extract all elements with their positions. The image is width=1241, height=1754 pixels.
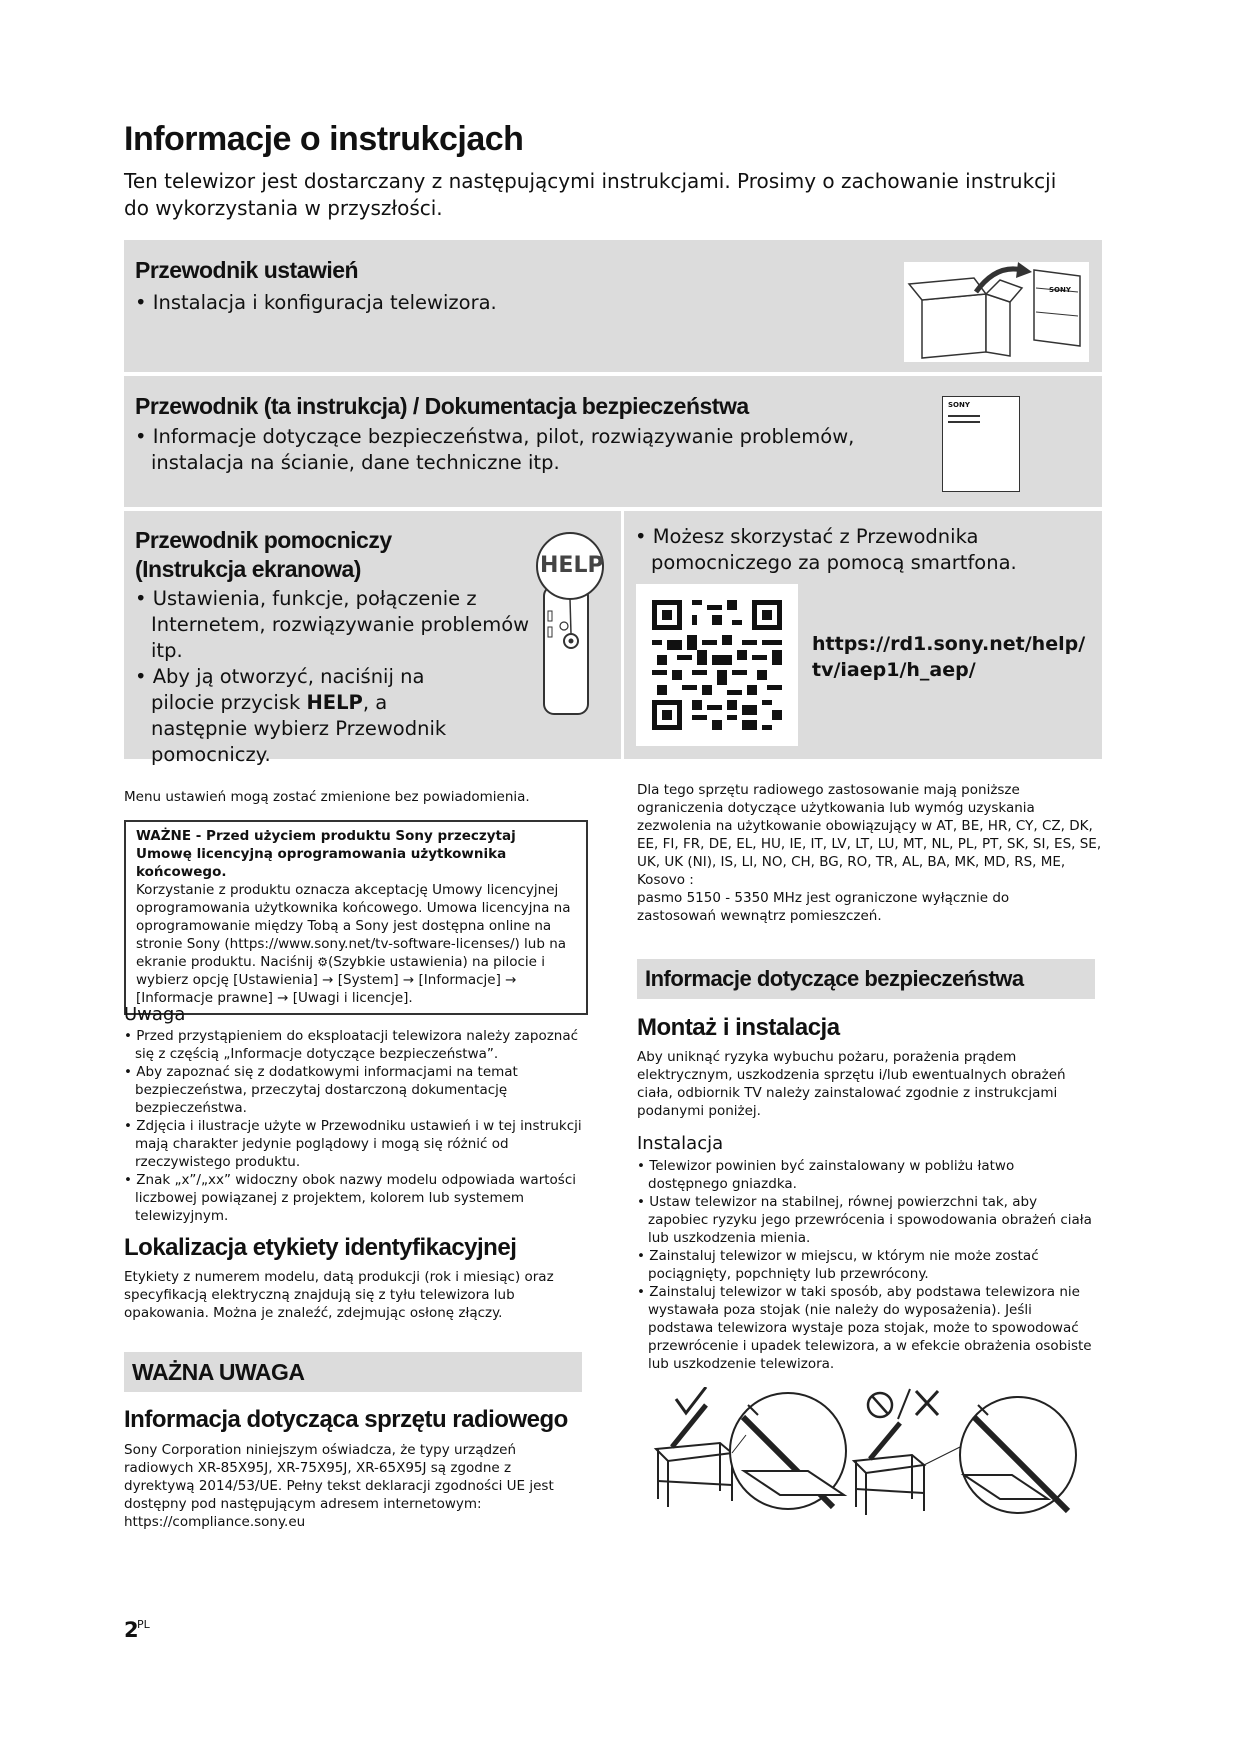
important-note-title: WAŻNA UWAGA: [132, 1359, 305, 1385]
guide-documentation-bullet: • Informacje dotyczące bezpieczeństwa, pilot, rozwiązywanie problemów, instalacja na ścianie, dane techniczne itp.: [135, 424, 855, 476]
eula-notice-text: [136, 881, 576, 1007]
list-item: • Ustaw telewizor na stabilnej, równej powierzchni tak, aby zapobiec ryzyku jego przewrócenia i spowodowania obrażeń ciała lub uszkodzenia mienia.: [637, 1193, 1097, 1247]
installation-heading: Instalacja: [637, 1133, 724, 1154]
help-guide-bullet-2: [135, 664, 485, 768]
eula-notice-box: [124, 820, 588, 1015]
manual-illustration-brand: SONY: [948, 401, 970, 409]
manual-illustration: [942, 396, 1020, 492]
band-note: pasmo 5150 - 5350 MHz jest ograniczone wyłącznie do zastosowań wewnątrz pomieszczeń.: [637, 890, 1010, 924]
box-unpacking-illustration: [904, 262, 1089, 362]
label-location-heading: Lokalizacja etykiety identyfikacyjnej: [124, 1234, 517, 1261]
safety-info-title: Informacje dotyczące bezpieczeństwa: [645, 966, 1024, 991]
radio-equipment-text: Sony Corporation niniejszym oświadcza, że typy urządzeń radiowych XR-85X95J, XR-75X95J, XR-65X95J są zgodne z dyrektywą 2014/53/UE. Pełny tekst deklaracji zgodności UE jest dostępny pod następującym adresem internetowym: https://compliance.sony.eu: [124, 1442, 554, 1530]
mounting-text: Aby uniknąć ryzyka wybuchu pożaru, porażenia prądem elektrycznym, uszkodzenia sprzętu i/lub ewentualnych obrażeń ciała, odbiornik TV należy zainstalować zgodnie z instrukcjami podanymi poniżej.: [637, 1049, 1066, 1119]
uwaga-heading: Uwaga: [124, 1004, 186, 1025]
guide-documentation-heading: Przewodnik (ta instrukcja) / Dokumentacja bezpieczeństwa: [135, 393, 749, 419]
setup-guide-box: [124, 240, 1102, 372]
list-item: • Przed przystąpieniem do eksploatacji telewizora należy zapoznać się z częścią „Informacje dotyczące bezpieczeństwa”.: [124, 1027, 594, 1063]
intro-text: Ten telewizor jest dostarczany z następującymi instrukcjami. Prosimy o zachowanie instrukcji do wykorzystania w przyszłości.: [124, 169, 1057, 220]
mounting-heading: Montaż i instalacja: [637, 1014, 840, 1041]
help-url[interactable]: https://rd1.sony.net/help/tv/iaep1/h_aep/: [812, 633, 1086, 681]
help-guide-box: [124, 511, 621, 766]
page-number: 2: [124, 1618, 139, 1642]
smartphone-bullet: • Możesz skorzystać z Przewodnika pomocniczego za pomocą smartfona.: [635, 524, 1055, 576]
page-title: Informacje o instrukcjach: [124, 120, 524, 158]
installation-list: [637, 1157, 1097, 1373]
eula-notice-text-1: Korzystanie z produktu oznacza akceptację Umowy licencyjnej oprogramowania użytkownika końcowego. Umowa licencyjna na oprogramowanie między Tobą a Sony jest dostępna online na stronie Sony (https://www.sony.net/tv-software-licenses/) lub na ekranie produktu. Naciśnij: [136, 882, 571, 970]
label-location-text: Etykiety z numerem modelu, datą produkcji (rok i miesiąc) oraz specyfikacją elektryczną znajdują się z tyłu telewizora lub opakowania. Można je znaleźć, zdejmując osłonę złączy.: [124, 1269, 554, 1321]
help-guide-bullet-2-bold: HELP: [306, 691, 363, 714]
list-item: • Zainstaluj telewizor w taki sposób, aby podstawa telewizora nie wystawała poza stojak (nie należy do wyposażenia). Jeśli podstawa telewizora wystaje poza stojak, może to spowodować przewrócenie i upadek telewizora, a w efekcie obrażenia osobiste lub uszkodzenie telewizora.: [637, 1283, 1097, 1373]
setup-guide-heading: Przewodnik ustawień: [135, 257, 359, 283]
smartphone-help-box: [624, 511, 1102, 759]
radio-restrictions-text: Dla tego sprzętu radiowego zastosowanie mają poniższe ograniczenia dotyczące użytkowania lub wymóg uzyskania zezwolenia na użytkowanie obowiązujący w AT, BE, HR, CY, CZ, DK, EE, FI, FR, DE, EL, HU, IE, IT, LV, LT, LU, MT, NL, PL, PT, SK, SI, ES, SE, UK, UK (NI), IS, LI, NO, CH, BG, RO, TR, AL, BA, MK, MD, RS, ME, Kosovo :: [637, 782, 1102, 888]
eula-notice-heading: WAŻNE - Przed użyciem produktu Sony przeczytaj Umowę licencyjną oprogramowania użytkownika końcowego.: [136, 828, 516, 880]
page-language: PL: [137, 1618, 150, 1631]
help-guide-heading: Przewodnik pomocniczy (Instrukcja ekranowa): [135, 527, 392, 582]
list-item: • Znak „x”/„xx” widoczny obok nazwy modelu odpowiada wartości liczbowej powiązanej z projektem, kolorem lub systemem telewizyjnym.: [124, 1171, 594, 1225]
setup-illustration-brand: SONY: [1049, 286, 1071, 294]
help-guide-bullet-2-post: , a następnie wybierz Przewodnik pomocniczy.: [151, 691, 447, 766]
list-item: • Zainstaluj telewizor w miejscu, w którym nie może zostać pociągnięty, popchnięty lub przewrócony.: [637, 1247, 1097, 1283]
list-item: • Zdjęcia i ilustracje użyte w Przewodniku ustawień i w tej instrukcji mają charakter jedynie poglądowy i mogą się różnić od rzeczywistego produktu.: [124, 1117, 594, 1171]
list-item: • Telewizor powinien być zainstalowany w pobliżu łatwo dostępnego gniazdka.: [637, 1157, 1097, 1193]
manual-line: [948, 415, 980, 417]
qr-code-panel: [636, 584, 798, 746]
eula-notice-text-2: (Szybkie ustawienia) na pilocie i wybierz opcję [Ustawienia] → [System] → [Informacje] → [Informacje prawne] → [Uwagi i licencje].: [136, 954, 546, 1006]
help-guide-bullet-2-pre: Aby ją otworzyć, naciśnij na pilocie przycisk: [151, 665, 425, 714]
installation-illustration: [648, 1387, 1088, 1529]
guide-documentation-box: [124, 376, 1102, 507]
help-guide-bullet-1: • Ustawienia, funkcje, połączenie z Internetem, rozwiązywanie problemów itp.: [135, 586, 555, 664]
radio-equipment-heading: Informacja dotycząca sprzętu radiowego: [124, 1406, 568, 1433]
gear-icon: ⚙: [317, 955, 329, 969]
safety-info-bar: [637, 959, 1095, 999]
setup-guide-bullet: • Instalacja i konfiguracja telewizora.: [135, 290, 735, 316]
important-note-bar: [124, 1352, 582, 1392]
manual-line: [948, 421, 980, 423]
list-item: • Aby zapoznać się z dodatkowymi informacjami na temat bezpieczeństwa, przeczytaj dostarczoną dokumentację bezpieczeństwa.: [124, 1063, 594, 1117]
uwaga-list: [124, 1027, 594, 1225]
qr-code-image: [652, 600, 782, 730]
menu-change-note: Menu ustawień mogą zostać zmienione bez powiadomienia.: [124, 789, 530, 805]
help-button-label: HELP: [540, 553, 604, 578]
